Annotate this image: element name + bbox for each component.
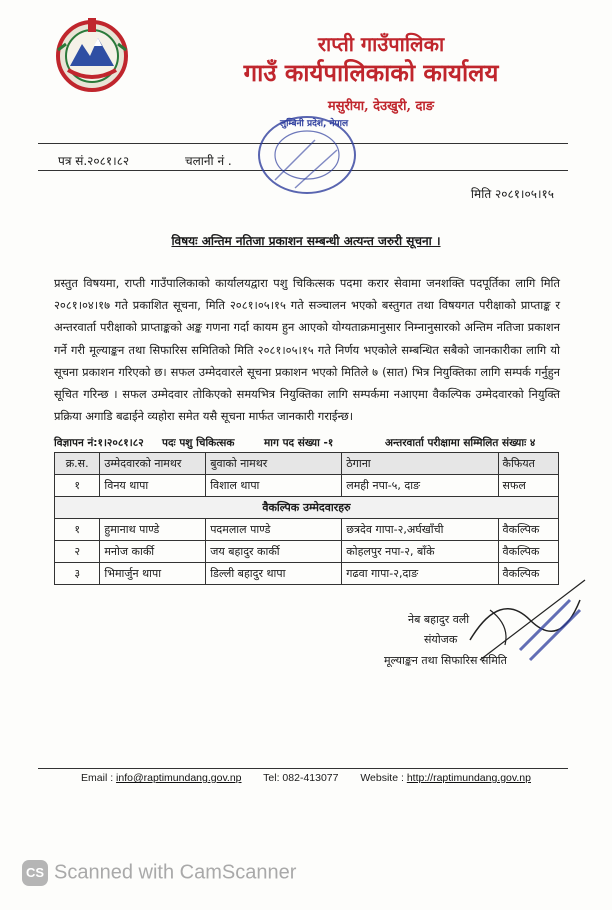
letterhead-address: मसुरीया, देउखुरी, दाङ [327, 99, 435, 114]
document-date: मिति २०८१।०५।१५ [470, 187, 554, 201]
cell: कोहलपुर नपा-२, बाँके [342, 541, 498, 563]
cell: गढवा गापा-२,दाङ [342, 563, 498, 585]
table-row [55, 519, 559, 541]
dispatch-number: चलानी नं . [185, 154, 232, 168]
cell: वैकल्पिक [498, 541, 559, 563]
col-header: बुवाको नामथर [206, 453, 342, 475]
signatory-name: नेब बहादुर वली [408, 613, 470, 626]
interview-count: अन्तरवार्ता परीक्षामा सम्मिलित संख्याः ४ [385, 437, 536, 449]
cell: वैकल्पिक [498, 519, 559, 541]
cell: छत्रदेव गापा-२,अर्घखाँची [342, 519, 498, 541]
letterhead-province: लुम्बिनी प्रदेश, नेपाल [280, 119, 349, 129]
cell: जय बहादुर कार्की [206, 541, 342, 563]
col-header: उम्मेदवारको नामथर [100, 453, 206, 475]
table-row [55, 541, 559, 563]
reference-number: पत्र सं.२०८१।८२ [58, 154, 130, 168]
cell: ३ [55, 563, 100, 585]
cell: १ [55, 475, 100, 497]
footer-divider [38, 768, 568, 769]
cell: विनय थापा [100, 475, 206, 497]
cell: १ [55, 519, 100, 541]
letterhead-office: गाउँ कार्यपालिकाको कार्यालय [243, 58, 499, 87]
notice-body: प्रस्तुत विषयमा, राप्ती गाउँपालिकाको कार्यालयद्वारा पशु चिकित्सक पदमा करार सेवामा जनशक्ति पदपूर्तिका लागि मिति २०८१।०४।१७ गते प्रकाशित सूचना, मिति २०८१।०५।१५ गते सञ्चालन भएको बस्तुगत तथा विषयगत परीक्षाको प्राप्ताङ्क र अन्तरवार्ता परीक्षाको प्राप्ताङ्कको अङ्क गणना गर्दा कायम हुन आएको योग्यताक्रमानुसार निम्नानुसारको अन्तिम नतिजा प्रकाशन गर्ने गरी मूल्याङ्कन तथा सिफारिस समितिको मिति २०८१।०५।१५ गते निर्णय भएकोले सम्बन्धित सबैको जानकारीका लागि यो सूचना प्रकाशन गरिएको छ। सफल उम्मेदवारले सूचना प्रकाशन भएको मितिले ७ (सात) भित्र नियुक्तिका लागि सम्पर्क गर्नुहुन सूचित गरिन्छ । सफल उम्मेदवार तोकिएको समयभित्र नियुक्तिका लागि सम्पर्कमा नआएमा वैकल्पिक उम्मेदवारको नियुक्ति प्रक्रिया अगाडि बढाईने व्यहोरा समेत यसै सूचना मार्फत जानकारी गराईन्छ। [54, 276, 560, 424]
camscanner-logo-icon: CS [22, 860, 48, 886]
email-label: Email : [81, 772, 114, 784]
cell: सफल [498, 475, 559, 497]
cell: भिमार्जुन थापा [100, 563, 206, 585]
cell: विशाल थापा [206, 475, 342, 497]
col-header: ठेगाना [342, 453, 498, 475]
footer-contact [0, 772, 612, 784]
cell: हुमानाथ पाण्डे [100, 519, 206, 541]
subject-text: विषयः अन्तिम नतिजा प्रकाशन सम्बन्धी अत्यन्त जरुरी सूचना । [171, 234, 441, 248]
telephone: Tel: 082-413077 [263, 772, 339, 784]
demand-count: माग पद संख्या -१ [264, 437, 334, 449]
table-row [55, 475, 559, 497]
letterhead-municipality: राप्ती गाउँपालिका [317, 32, 445, 56]
committee-name: मूल्याङ्कन तथा सिफारिस समिति [384, 654, 507, 667]
watermark-text: Scanned with CamScanner [54, 861, 297, 884]
cell: डिल्ली बहादुर थापा [206, 563, 342, 585]
post-name: पदः पशु चिकित्सक [162, 437, 235, 449]
alternates-heading: वैकल्पिक उम्मेदवारहरु [55, 497, 559, 519]
website-label: Website : [360, 772, 404, 784]
cell: मनोज कार्की [100, 541, 206, 563]
cell: वैकल्पिक [498, 563, 559, 585]
cell: पदमलाल पाण्डे [206, 519, 342, 541]
website-link[interactable]: http://raptimundang.gov.np [406, 772, 531, 784]
advertisement-number: विज्ञापन नं:१।२०८१।८२ [54, 437, 144, 449]
subject-line [0, 232, 612, 249]
col-header: क्र.स. [55, 453, 100, 475]
camscanner-watermark [22, 860, 296, 886]
signatory-role: संयोजक [424, 633, 458, 646]
email-link[interactable]: info@raptimundang.gov.np [116, 772, 242, 784]
cell: २ [55, 541, 100, 563]
col-header: कैफियत [498, 453, 559, 475]
office-stamp-icon [245, 110, 365, 200]
table-section-row [55, 497, 559, 519]
cell: लमही नपा-५, दाङ [342, 475, 498, 497]
candidate-table [54, 452, 559, 585]
table-header-row [55, 453, 559, 475]
